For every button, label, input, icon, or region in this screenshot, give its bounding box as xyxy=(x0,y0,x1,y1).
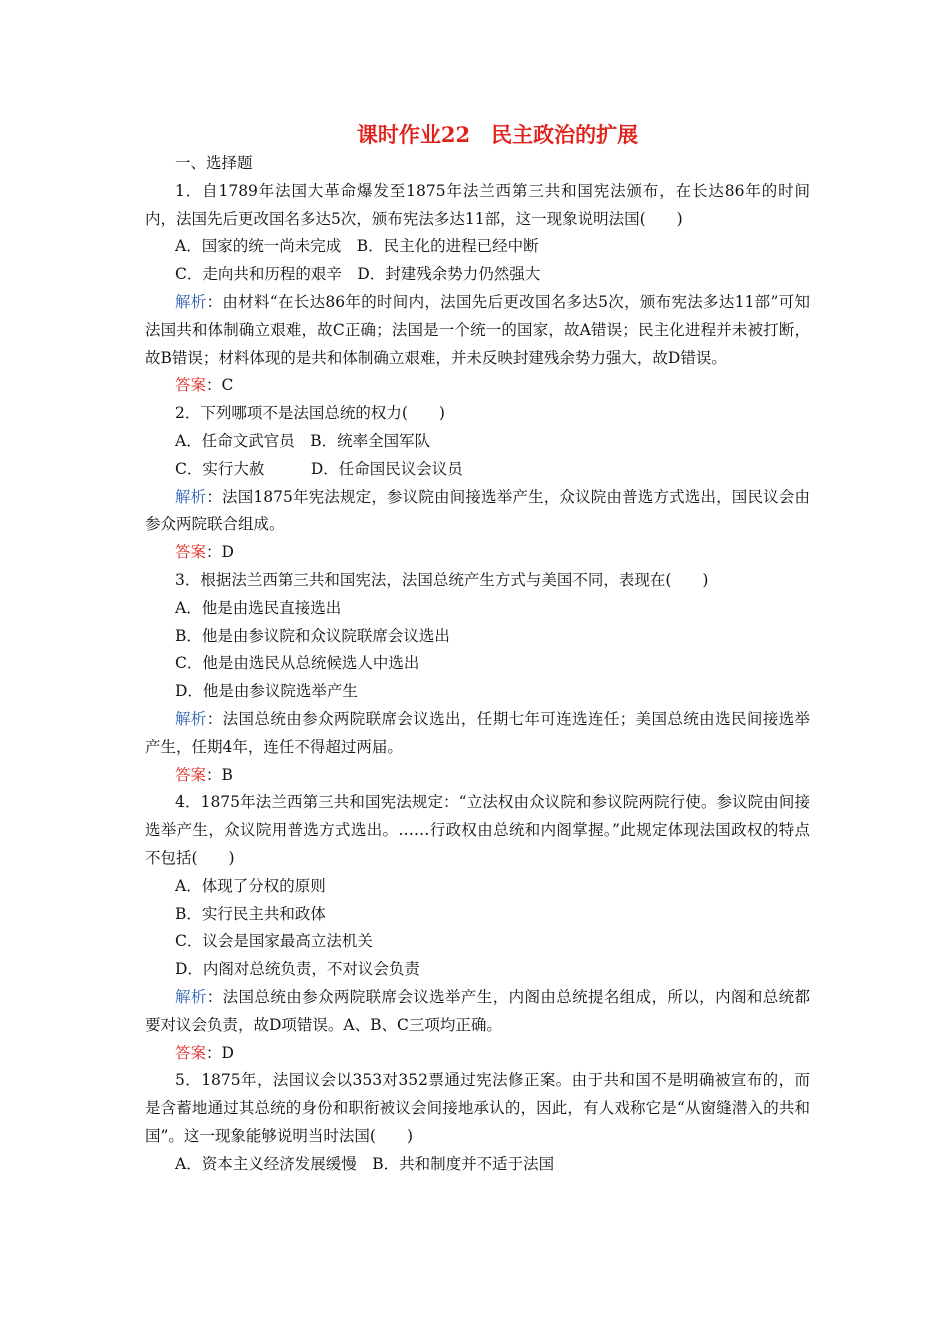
answer-line xyxy=(145,539,810,567)
question-stem: 1．自1789年法国大革命爆发至1875年法兰西第三共和国宪法颁布，在长达86年的时间内，法国先后更改国名多达5次，颁布宪法多达11部，这一现象说明法国( ) xyxy=(145,181,810,228)
question-stem: 5．1875年，法国议会以353对352票通过宪法修正案。由于共和国不是明确被宣布的，而是含蓄地通过其总统的身份和职衔被议会间接地承认的，因此，有人戏称它是“从窗缝潜入的共和国”。这一现象能够说明当时法国( ) xyxy=(145,1071,810,1145)
question-4 xyxy=(145,789,810,1067)
analysis-label: 解析 xyxy=(175,709,207,728)
analysis-block xyxy=(145,484,810,540)
option-line: C．走向共和历程的艰辛 D．封建残余势力仍然强大 xyxy=(175,265,541,284)
option-line: A．任命文武官员 B．统率全国军队 xyxy=(175,431,431,450)
answer-value: ：C xyxy=(206,376,234,395)
answer-value: ：B xyxy=(206,765,233,784)
question-stem: 3．根据法兰西第三共和国宪法，法国总统产生方式与美国不同，表现在( ) xyxy=(175,570,709,589)
page-title: 课时作业22 民主政治的扩展 xyxy=(356,122,639,147)
analysis-block xyxy=(145,706,810,762)
answer-line xyxy=(145,372,810,400)
answer-value: ：D xyxy=(206,1043,234,1062)
question-stem: 4．1875年法兰西第三共和国宪法规定：“立法权由众议院和参议院两院行使。参议院由间接选举产生，众议院用普选方式选出。……行政权由总统和内阁掌握。”此规定体现法国政权的特点不包括( ) xyxy=(145,793,810,867)
question-5 xyxy=(145,1067,810,1178)
analysis-label: 解析 xyxy=(175,292,207,311)
document-page xyxy=(145,120,810,1178)
answer-line xyxy=(145,762,810,790)
option-line: C．实行大赦 D．任命国民议会议员 xyxy=(175,459,463,478)
answer-label: 答案 xyxy=(175,1043,207,1062)
option-line: A．国家的统一尚未完成 B．民主化的进程已经中断 xyxy=(175,237,539,256)
answer-label: 答案 xyxy=(175,376,207,395)
question-stem: 2．下列哪项不是法国总统的权力( ) xyxy=(175,404,445,423)
analysis-text: ：法国总统由参众两院联席会议选出，任期七年可连选连任；美国总统由选民间接选举产生，任期4年，连任不得超过两届。 xyxy=(145,709,810,756)
option-line: D．他是由参议院选举产生 xyxy=(175,682,358,701)
option-line: D．内阁对总统负责，不对议会负责 xyxy=(175,960,420,979)
option-line: A．资本主义经济发展缓慢 B．共和制度并不适于法国 xyxy=(175,1154,555,1173)
option-line: A．体现了分权的原则 xyxy=(175,876,326,895)
option-line: B．实行民主共和政体 xyxy=(175,904,326,923)
section-heading: 一、选择题 xyxy=(175,154,253,172)
answer-label: 答案 xyxy=(175,765,207,784)
analysis-label: 解析 xyxy=(175,487,207,506)
analysis-block xyxy=(145,289,810,372)
analysis-text: ：由材料“在长达86年的时间内，法国先后更改国名多达5次，颁布宪法多达11部”可知法国共和体制确立艰难，故C正确；法国是一个统一的国家，故A错误；民主化进程并未被打断，故B错误；材料体现的是共和体制确立艰难，并未反映封建残余势力强大，故D错误。 xyxy=(145,292,810,367)
question-2 xyxy=(145,400,810,567)
option-line: A．他是由选民直接选出 xyxy=(175,598,342,617)
question-3 xyxy=(145,567,810,789)
analysis-label: 解析 xyxy=(175,987,207,1006)
analysis-text: ：法国1875年宪法规定，参议院由间接选举产生，众议院由普选方式选出，国民议会由参众两院联合组成。 xyxy=(145,487,810,534)
answer-value: ：D xyxy=(206,543,234,562)
option-line: C．议会是国家最高立法机关 xyxy=(175,932,373,951)
option-line: C．他是由选民从总统候选人中选出 xyxy=(175,654,420,673)
analysis-block xyxy=(145,984,810,1040)
answer-label: 答案 xyxy=(175,543,207,562)
analysis-text: ：法国总统由参众两院联席会议选举产生，内阁由总统提名组成，所以，内阁和总统都要对议会负责，故D项错误。A、B、C三项均正确。 xyxy=(145,987,810,1034)
answer-line xyxy=(145,1040,810,1068)
option-line: B．他是由参议院和众议院联席会议选出 xyxy=(175,626,450,645)
question-1 xyxy=(145,178,810,400)
